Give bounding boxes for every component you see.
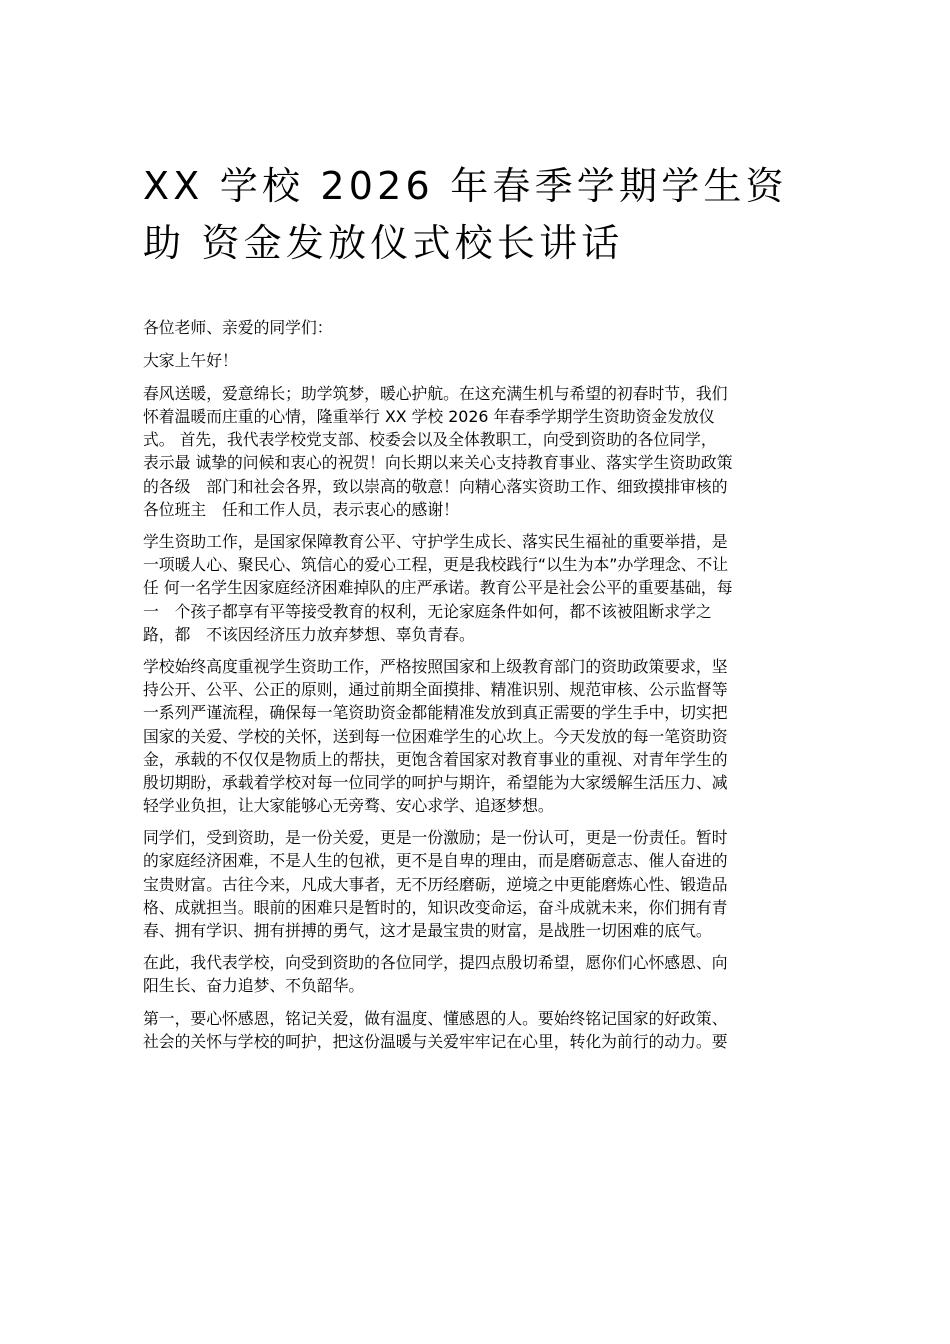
paragraph-hopes: 在此，我代表学校，向受到资助的各位同学，提四点殷切希望，愿你们心怀感恩、向 阳生长、奋力追梦、不负韶华。	[143, 953, 728, 996]
salutation: 各位老师、亲爱的同学们：	[143, 318, 333, 337]
document-body	[143, 316, 807, 1063]
paragraph-school-work: 学校始终高度重视学生资助工作，严格按照国家和上级教育部门的资助政策要求，坚 持公开、公平、公正的原则，通过前期全面摸排、精准识别、规范审核、公示监督等 一系列严谨流程，确保每一笔资助资金都能精准发放到真正需要的学生手中，切实把 国家的关爱、学校的关怀，送到每一位困难学生的心坎上。今天发放的每一笔资助资 金，承载的不仅仅是物质上的帮扶，更饱含着国家对教育事业的重视、对青年学生的 殷切期盼，承载着学校对每一位同学的呵护与期许，希望能为大家缓解生活压力、减 轻学业负担，让大家能够心无旁骛、安心求学、追逐梦想。	[143, 657, 728, 815]
paragraph-first-hope: 第一，要心怀感恩，铭记关爱，做有温度、懂感恩的人。要始终铭记国家的好政策、 社会的关怀与学校的呵护，把这份温暖与关爱牢牢记在心里，转化为前行的动力。要	[143, 1009, 728, 1052]
document-title: XX 学校 2026 年春季学期学生资 助 资金发放仪式校长讲话	[143, 164, 788, 265]
paragraph-opening: 春风送暖，爱意绵长；助学筑梦，暖心护航。在这充满生机与希望的初春时节，我们 怀着温暖而庄重的心情，隆重举行 XX 学校 2026 年春季学期学生资助资金发放仪 式。 首先，我代表学校党支部、校委会以及全体教职工，向受到资助的各位同学， 表示最 诚挚的问候和衷心的祝贺！向长期以来关心支持教育事业、落实学生资助政策 的各级 部门和社会各界，致以崇高的敬意！向精心落实资助工作、细致摸排审核的 各位班主 任和工作人员，表示衷心的感谢！	[143, 384, 733, 519]
greeting: 大家上午好！	[143, 351, 238, 371]
paragraph-significance: 学生资助工作，是国家保障教育公平、守护学生成长、落实民生福祉的重要举措，是 一项暖人心、聚民心、筑信心的爱心工程，更是我校践行“以生为本”办学理念、不让 任 何一名学生因家庭经济困难掉队的庄严承诺。教育公平是社会公平的重要基础，每 一 个孩子都享有平等接受教育的权利，无论家庭条件如何，都不该被阻断求学之 路，都 不该因经济压力放弃梦想、辜负青春。	[143, 532, 733, 644]
paragraph-encouragement: 同学们，受到资助，是一份关爱，更是一份激励；是一份认可，更是一份责任。暂时 的家庭经济困难，不是人生的包袱，更不是自卑的理由，而是磨砺意志、催人奋进的 宝贵财富。古往今来，凡成大事者，无不历经磨砺，逆境之中更能磨炼心性、锻造品 格、成就担当。眼前的困难只是暂时的，知识改变命运，奋斗成就未来，你们拥有青 春、拥有学识、拥有拼搏的勇气，这才是最宝贵的财富，是战胜一切困难的底气。	[143, 828, 728, 940]
